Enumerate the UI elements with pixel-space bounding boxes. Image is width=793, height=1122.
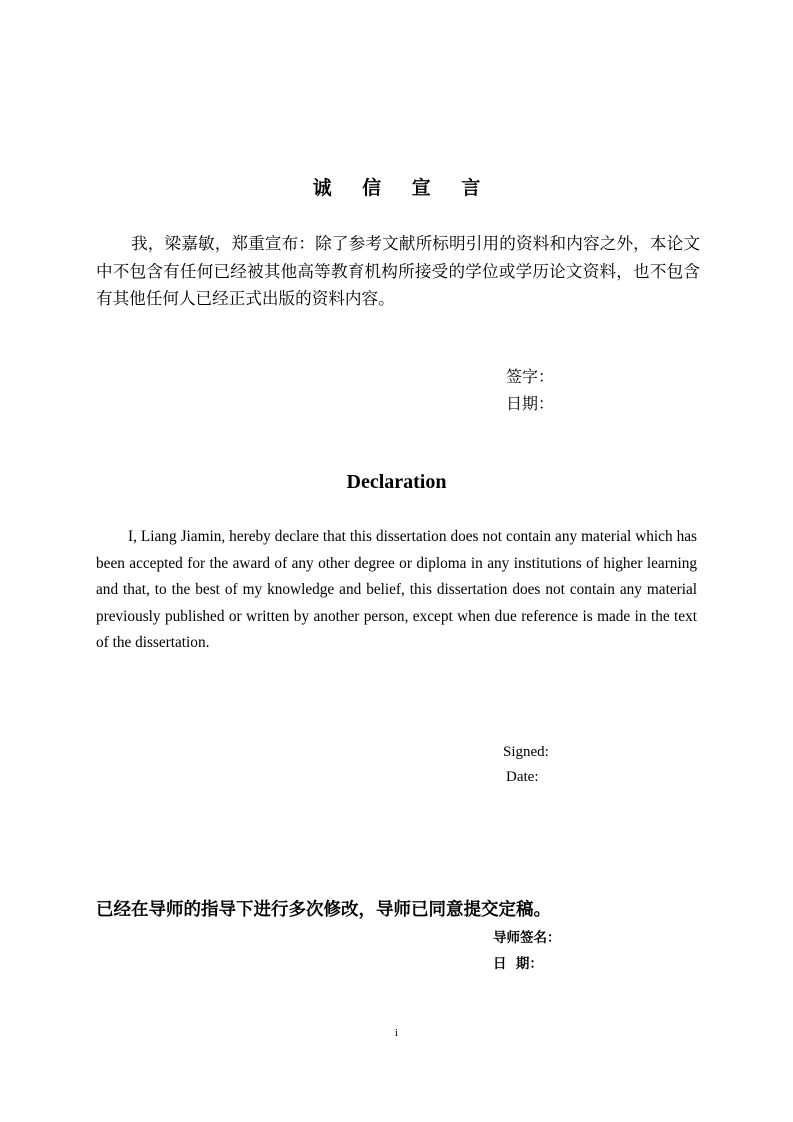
declaration-title: Declaration xyxy=(346,471,447,493)
advisor-date-label: 日 期： xyxy=(493,956,543,972)
advisor-signature-label: 导师签名： xyxy=(493,930,561,946)
chinese-signature-label: 签字： xyxy=(506,367,555,386)
page-number: i xyxy=(394,1027,399,1039)
declaration-body: I, Liang Jiamin, hereby declare that this dissertation does not contain any material which has been accepted for the award of any other degree or diploma in any institutions of higher learning and that, to the best of my knowledge and belief, this dissertation does not contain any material previously published or written by another person, except when due reference is made in the text of the dissertation. xyxy=(96,528,697,652)
english-signed-label: Signed: xyxy=(503,744,549,760)
honesty-declaration-body: 我，梁嘉敏，郑重宣布：除了参考文献所标明引用的资料和内容之外，本论文中不包含有任何已经被其他高等教育机构所接受的学位或学历论文资料，也不包含有其他任何人已经正式出版的资料内容。 xyxy=(96,234,700,308)
chinese-date-label: 日期： xyxy=(506,394,555,413)
english-date-label: Date: xyxy=(506,769,539,785)
honesty-declaration-title: 诚 信 宣 言 xyxy=(312,177,493,199)
advisor-approval-statement: 已经在导师的指导下进行多次修改，导师已同意提交定稿。 xyxy=(96,900,551,920)
